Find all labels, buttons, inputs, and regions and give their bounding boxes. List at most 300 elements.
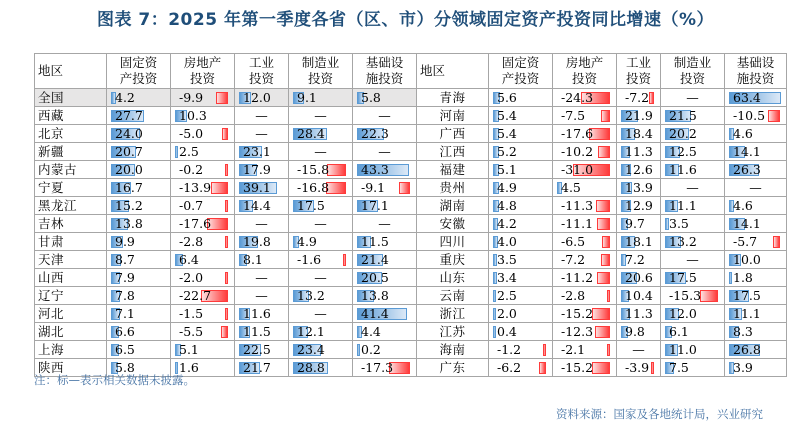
cell-value: 43.3	[361, 162, 389, 177]
cell-value: 28.8	[297, 360, 325, 375]
left-manufacturing-cell	[289, 107, 353, 125]
cell-value: -6.2	[497, 360, 522, 375]
cell-value: 20.7	[115, 144, 143, 159]
left-fixed-asset-cell	[107, 197, 171, 215]
cell-value: 3.5	[669, 216, 689, 231]
left-manufacturing-cell	[289, 143, 353, 161]
cell-value: 11.3	[625, 144, 653, 159]
left-fixed-asset-cell	[107, 287, 171, 305]
table-row	[35, 197, 787, 215]
cell-value: 17.5	[297, 198, 325, 213]
right-real-estate-cell	[553, 125, 617, 143]
negative-data-bar	[225, 272, 228, 284]
left-industry-cell	[235, 215, 289, 233]
cell-value: —	[255, 126, 268, 141]
left-infrastructure-cell	[353, 197, 417, 215]
cell-value: 1.6	[179, 360, 199, 375]
cell-value: 5.6	[497, 90, 517, 105]
left-infrastructure-cell	[353, 359, 417, 377]
right-industry-cell	[617, 323, 661, 341]
right-real-estate-cell	[553, 179, 617, 197]
region-name-right: 广东	[417, 359, 489, 377]
cell-value: 8.3	[733, 324, 753, 339]
left-real-estate-cell	[171, 233, 235, 251]
right-real-estate-cell	[553, 269, 617, 287]
cell-value: 20.6	[625, 270, 653, 285]
table-row	[35, 179, 787, 197]
left-real-estate-cell	[171, 179, 235, 197]
negative-data-bar	[595, 326, 610, 338]
right-infrastructure-cell	[725, 107, 787, 125]
cell-value: -15.2	[561, 306, 594, 321]
right-industry-cell	[617, 215, 661, 233]
cell-value: -2.8	[179, 234, 204, 249]
cell-value: 12.6	[625, 162, 653, 177]
region-name-left: 北京	[35, 125, 107, 143]
left-industry-cell	[235, 251, 289, 269]
right-manufacturing-cell	[661, 233, 725, 251]
table-row	[35, 143, 787, 161]
cell-value: 22.5	[243, 342, 271, 357]
cell-value: 26.3	[733, 162, 761, 177]
right-industry-cell	[617, 179, 661, 197]
cell-value: —	[686, 180, 699, 195]
right-industry-cell	[617, 197, 661, 215]
cell-value: 5.1	[497, 162, 517, 177]
cell-value: 4.8	[497, 198, 517, 213]
table-row	[35, 305, 787, 323]
left-industry-cell	[235, 179, 289, 197]
header-region-left: 地区	[35, 54, 107, 89]
right-real-estate-cell	[553, 161, 617, 179]
cell-value: 5.8	[361, 90, 381, 105]
positive-data-bar	[493, 308, 496, 320]
cell-value: -7.2	[625, 90, 650, 105]
cell-value: —	[314, 216, 327, 231]
negative-data-bar	[399, 182, 410, 194]
left-manufacturing-cell	[289, 359, 353, 377]
header-industry-left: 工业 投资	[235, 54, 289, 89]
right-manufacturing-cell	[661, 287, 725, 305]
cell-value: 9.8	[625, 324, 645, 339]
right-fixed-asset-cell	[489, 323, 553, 341]
left-manufacturing-cell	[289, 197, 353, 215]
cell-value: -31.0	[561, 162, 594, 177]
region-name-right: 安徽	[417, 215, 489, 233]
region-name-right: 广西	[417, 125, 489, 143]
right-real-estate-cell	[553, 89, 617, 107]
left-infrastructure-cell	[353, 251, 417, 269]
right-infrastructure-cell	[725, 197, 787, 215]
cell-value: 5.8	[115, 360, 135, 375]
positive-data-bar	[493, 326, 496, 338]
cell-value: -9.1	[361, 180, 386, 195]
cell-value: -7.5	[561, 108, 586, 123]
cell-value: -15.8	[297, 162, 330, 177]
cell-value: 20.2	[669, 126, 697, 141]
cell-value: 24.0	[115, 126, 143, 141]
cell-value: -0.7	[179, 198, 204, 213]
left-manufacturing-cell	[289, 179, 353, 197]
right-infrastructure-cell	[725, 341, 787, 359]
left-infrastructure-cell	[353, 125, 417, 143]
positive-data-bar	[493, 290, 496, 302]
cell-value: 9.7	[625, 216, 645, 231]
left-industry-cell	[235, 287, 289, 305]
right-manufacturing-cell	[661, 143, 725, 161]
right-infrastructure-cell	[725, 287, 787, 305]
negative-data-bar	[222, 128, 228, 140]
right-real-estate-cell	[553, 323, 617, 341]
cell-value: -0.2	[179, 162, 204, 177]
header-fixed-asset-left: 固定资 产投资	[107, 54, 171, 89]
cell-value: 3.4	[497, 270, 517, 285]
cell-value: 23.4	[297, 342, 325, 357]
right-fixed-asset-cell	[489, 251, 553, 269]
region-name-left: 新疆	[35, 143, 107, 161]
cell-value: 13.8	[115, 216, 143, 231]
cell-value: 26.8	[733, 342, 761, 357]
cell-value: 27.7	[115, 108, 143, 123]
cell-value: 11.5	[243, 324, 271, 339]
cell-value: -10.5	[733, 108, 766, 123]
region-name-left: 全国	[35, 89, 107, 107]
right-industry-cell	[617, 89, 661, 107]
right-industry-cell	[617, 161, 661, 179]
left-infrastructure-cell	[353, 107, 417, 125]
region-name-right: 海南	[417, 341, 489, 359]
table-row	[35, 161, 787, 179]
cell-value: 21.7	[243, 360, 271, 375]
right-real-estate-cell	[553, 341, 617, 359]
cell-value: 4.6	[733, 198, 753, 213]
cell-value: 15.2	[115, 198, 143, 213]
cell-value: 6.1	[669, 324, 689, 339]
cell-value: 12.0	[243, 90, 271, 105]
left-real-estate-cell	[171, 107, 235, 125]
right-industry-cell	[617, 287, 661, 305]
header-real-estate-right: 房地产 投资	[553, 54, 617, 89]
cell-value: 13.2	[297, 288, 325, 303]
right-fixed-asset-cell	[489, 287, 553, 305]
left-fixed-asset-cell	[107, 89, 171, 107]
cell-value: 11.1	[669, 198, 697, 213]
cell-value: 23.1	[243, 144, 271, 159]
negative-data-bar	[221, 326, 228, 338]
left-industry-cell	[235, 125, 289, 143]
cell-value: 0.2	[361, 342, 381, 357]
negative-data-bar	[700, 290, 718, 302]
left-infrastructure-cell	[353, 161, 417, 179]
cell-value: —	[378, 108, 391, 123]
left-manufacturing-cell	[289, 305, 353, 323]
cell-value: 7.2	[625, 252, 645, 267]
cell-value: —	[749, 180, 762, 195]
cell-value: 6.6	[115, 324, 135, 339]
negative-data-bar	[225, 236, 228, 248]
cell-value: -3.9	[625, 360, 650, 375]
left-industry-cell	[235, 359, 289, 377]
cell-value: -2.8	[561, 288, 586, 303]
negative-data-bar	[602, 236, 610, 248]
region-name-left: 陕西	[35, 359, 107, 377]
right-fixed-asset-cell	[489, 269, 553, 287]
figure-title: 图表 7：2025 年第一季度各省（区、市）分领域固定资产投资同比增速（%）	[96, 10, 714, 30]
cell-value: 21.4	[361, 252, 389, 267]
cell-value: 4.2	[497, 216, 517, 231]
cell-value: —	[378, 216, 391, 231]
cell-value: 9.1	[297, 90, 317, 105]
cell-value: 2.0	[497, 306, 517, 321]
negative-data-bar	[601, 110, 610, 122]
region-name-left: 吉林	[35, 215, 107, 233]
cell-value: 20.5	[361, 270, 389, 285]
left-fixed-asset-cell	[107, 323, 171, 341]
cell-value: 4.4	[361, 324, 381, 339]
right-infrastructure-cell	[725, 143, 787, 161]
cell-value: 12.5	[669, 144, 697, 159]
header-row	[35, 54, 787, 89]
cell-value: -1.5	[179, 306, 204, 321]
cell-value: 12.1	[297, 324, 325, 339]
left-manufacturing-cell	[289, 161, 353, 179]
cell-value: 10.3	[179, 108, 207, 123]
left-real-estate-cell	[171, 269, 235, 287]
cell-value: 12.0	[669, 306, 697, 321]
left-fixed-asset-cell	[107, 107, 171, 125]
cell-value: 2.5	[179, 144, 199, 159]
cell-value: -12.3	[561, 324, 594, 339]
right-industry-cell	[617, 269, 661, 287]
header-infrastructure-right: 基础设 施投资	[725, 54, 787, 89]
negative-data-bar	[216, 92, 228, 104]
right-manufacturing-cell	[661, 215, 725, 233]
right-infrastructure-cell	[725, 323, 787, 341]
right-manufacturing-cell	[661, 359, 725, 377]
left-manufacturing-cell	[289, 215, 353, 233]
right-fixed-asset-cell	[489, 125, 553, 143]
left-manufacturing-cell	[289, 341, 353, 359]
cell-value: -10.2	[561, 144, 594, 159]
header-fixed-asset-right: 固定资 产投资	[489, 54, 553, 89]
left-fixed-asset-cell	[107, 161, 171, 179]
left-fixed-asset-cell	[107, 143, 171, 161]
cell-value: 18.1	[625, 234, 653, 249]
table-row	[35, 251, 787, 269]
left-infrastructure-cell	[353, 89, 417, 107]
left-infrastructure-cell	[353, 305, 417, 323]
left-infrastructure-cell	[353, 179, 417, 197]
right-industry-cell	[617, 341, 661, 359]
cell-value: 28.4	[297, 126, 325, 141]
cell-value: -15.3	[669, 288, 702, 303]
cell-value: -2.0	[179, 270, 204, 285]
left-real-estate-cell	[171, 287, 235, 305]
right-industry-cell	[617, 305, 661, 323]
cell-value: 17.5	[669, 270, 697, 285]
right-manufacturing-cell	[661, 341, 725, 359]
region-name-left: 西藏	[35, 107, 107, 125]
cell-value: 11.3	[625, 306, 653, 321]
left-real-estate-cell	[171, 197, 235, 215]
cell-value: 2.5	[497, 288, 517, 303]
left-industry-cell	[235, 161, 289, 179]
header-industry-right: 工业 投资	[617, 54, 661, 89]
right-infrastructure-cell	[725, 251, 787, 269]
cell-value: 5.1	[179, 342, 199, 357]
left-fixed-asset-cell	[107, 215, 171, 233]
right-infrastructure-cell	[725, 305, 787, 323]
cell-value: 8.7	[115, 252, 135, 267]
header-manufacturing-left: 制造业 投资	[289, 54, 353, 89]
negative-data-bar	[773, 236, 780, 248]
right-real-estate-cell	[553, 107, 617, 125]
right-manufacturing-cell	[661, 305, 725, 323]
table-row	[35, 269, 787, 287]
cell-value: —	[378, 144, 391, 159]
header-region-right: 地区	[417, 54, 489, 89]
right-manufacturing-cell	[661, 107, 725, 125]
left-fixed-asset-cell	[107, 251, 171, 269]
right-fixed-asset-cell	[489, 161, 553, 179]
left-infrastructure-cell	[353, 233, 417, 251]
cell-value: 22.3	[361, 126, 389, 141]
cell-value: 7.5	[669, 360, 689, 375]
cell-value: 4.9	[297, 234, 317, 249]
table-row	[35, 107, 787, 125]
negative-data-bar	[592, 362, 610, 374]
region-name-right: 河南	[417, 107, 489, 125]
left-real-estate-cell	[171, 215, 235, 233]
cell-value: —	[255, 270, 268, 285]
region-name-left: 湖北	[35, 323, 107, 341]
left-fixed-asset-cell	[107, 305, 171, 323]
right-real-estate-cell	[553, 197, 617, 215]
left-real-estate-cell	[171, 305, 235, 323]
left-manufacturing-cell	[289, 89, 353, 107]
table-row	[35, 233, 787, 251]
right-industry-cell	[617, 107, 661, 125]
investment-table	[34, 53, 787, 377]
cell-value: 11.6	[669, 162, 697, 177]
right-manufacturing-cell	[661, 269, 725, 287]
header-real-estate-left: 房地产 投资	[171, 54, 235, 89]
negative-data-bar	[651, 362, 654, 374]
header-manufacturing-right: 制造业 投资	[661, 54, 725, 89]
left-real-estate-cell	[171, 161, 235, 179]
left-industry-cell	[235, 107, 289, 125]
left-real-estate-cell	[171, 143, 235, 161]
negative-data-bar	[607, 290, 610, 302]
cell-value: 17.1	[361, 198, 389, 213]
left-industry-cell	[235, 197, 289, 215]
right-infrastructure-cell	[725, 359, 787, 377]
cell-value: 21.9	[625, 108, 653, 123]
left-industry-cell	[235, 341, 289, 359]
cell-value: -7.2	[561, 252, 586, 267]
cell-value: 10.4	[625, 288, 653, 303]
region-name-left: 上海	[35, 341, 107, 359]
left-fixed-asset-cell	[107, 233, 171, 251]
right-manufacturing-cell	[661, 179, 725, 197]
cell-value: -13.9	[179, 180, 212, 195]
cell-value: -17.3	[361, 360, 394, 375]
cell-value: 12.9	[625, 198, 653, 213]
left-industry-cell	[235, 323, 289, 341]
region-name-left: 辽宁	[35, 287, 107, 305]
cell-value: 13.9	[625, 180, 653, 195]
right-fixed-asset-cell	[489, 197, 553, 215]
cell-value: —	[314, 306, 327, 321]
right-industry-cell	[617, 125, 661, 143]
left-real-estate-cell	[171, 341, 235, 359]
cell-value: —	[314, 270, 327, 285]
left-infrastructure-cell	[353, 269, 417, 287]
cell-value: 13.2	[669, 234, 697, 249]
right-infrastructure-cell	[725, 269, 787, 287]
left-industry-cell	[235, 89, 289, 107]
cell-value: -1.2	[497, 342, 522, 357]
left-real-estate-cell	[171, 89, 235, 107]
right-fixed-asset-cell	[489, 179, 553, 197]
table-row	[35, 215, 787, 233]
cell-value: —	[314, 108, 327, 123]
left-real-estate-cell	[171, 359, 235, 377]
region-name-left: 黑龙江	[35, 197, 107, 215]
cell-value: -1.6	[297, 252, 322, 267]
right-fixed-asset-cell	[489, 89, 553, 107]
right-infrastructure-cell	[725, 161, 787, 179]
left-industry-cell	[235, 269, 289, 287]
cell-value: 14.1	[733, 144, 761, 159]
cell-value: 4.6	[733, 126, 753, 141]
cell-value: -24.3	[561, 90, 594, 105]
right-fixed-asset-cell	[489, 215, 553, 233]
region-name-left: 天津	[35, 251, 107, 269]
table-row	[35, 287, 787, 305]
right-infrastructure-cell	[725, 125, 787, 143]
right-manufacturing-cell	[661, 323, 725, 341]
cell-value: 4.5	[561, 180, 581, 195]
negative-data-bar	[607, 344, 610, 356]
left-infrastructure-cell	[353, 287, 417, 305]
left-manufacturing-cell	[289, 125, 353, 143]
footnote: 注：标—表示相关数据未披露。	[34, 373, 195, 387]
left-real-estate-cell	[171, 251, 235, 269]
cell-value: 4.9	[497, 180, 517, 195]
right-infrastructure-cell	[725, 233, 787, 251]
cell-value: 5.4	[497, 108, 517, 123]
cell-value: 6.5	[115, 342, 135, 357]
region-name-right: 云南	[417, 287, 489, 305]
right-real-estate-cell	[553, 215, 617, 233]
cell-value: 16.7	[115, 180, 143, 195]
left-infrastructure-cell	[353, 215, 417, 233]
cell-value: 39.1	[243, 180, 271, 195]
region-name-right: 湖南	[417, 197, 489, 215]
region-name-left: 内蒙古	[35, 161, 107, 179]
right-infrastructure-cell	[725, 215, 787, 233]
left-manufacturing-cell	[289, 323, 353, 341]
right-manufacturing-cell	[661, 89, 725, 107]
region-name-right: 山东	[417, 269, 489, 287]
right-manufacturing-cell	[661, 125, 725, 143]
cell-value: 5.2	[497, 144, 517, 159]
negative-data-bar	[343, 254, 346, 266]
region-name-right: 江西	[417, 143, 489, 161]
table-row	[35, 323, 787, 341]
cell-value: -5.7	[733, 234, 758, 249]
